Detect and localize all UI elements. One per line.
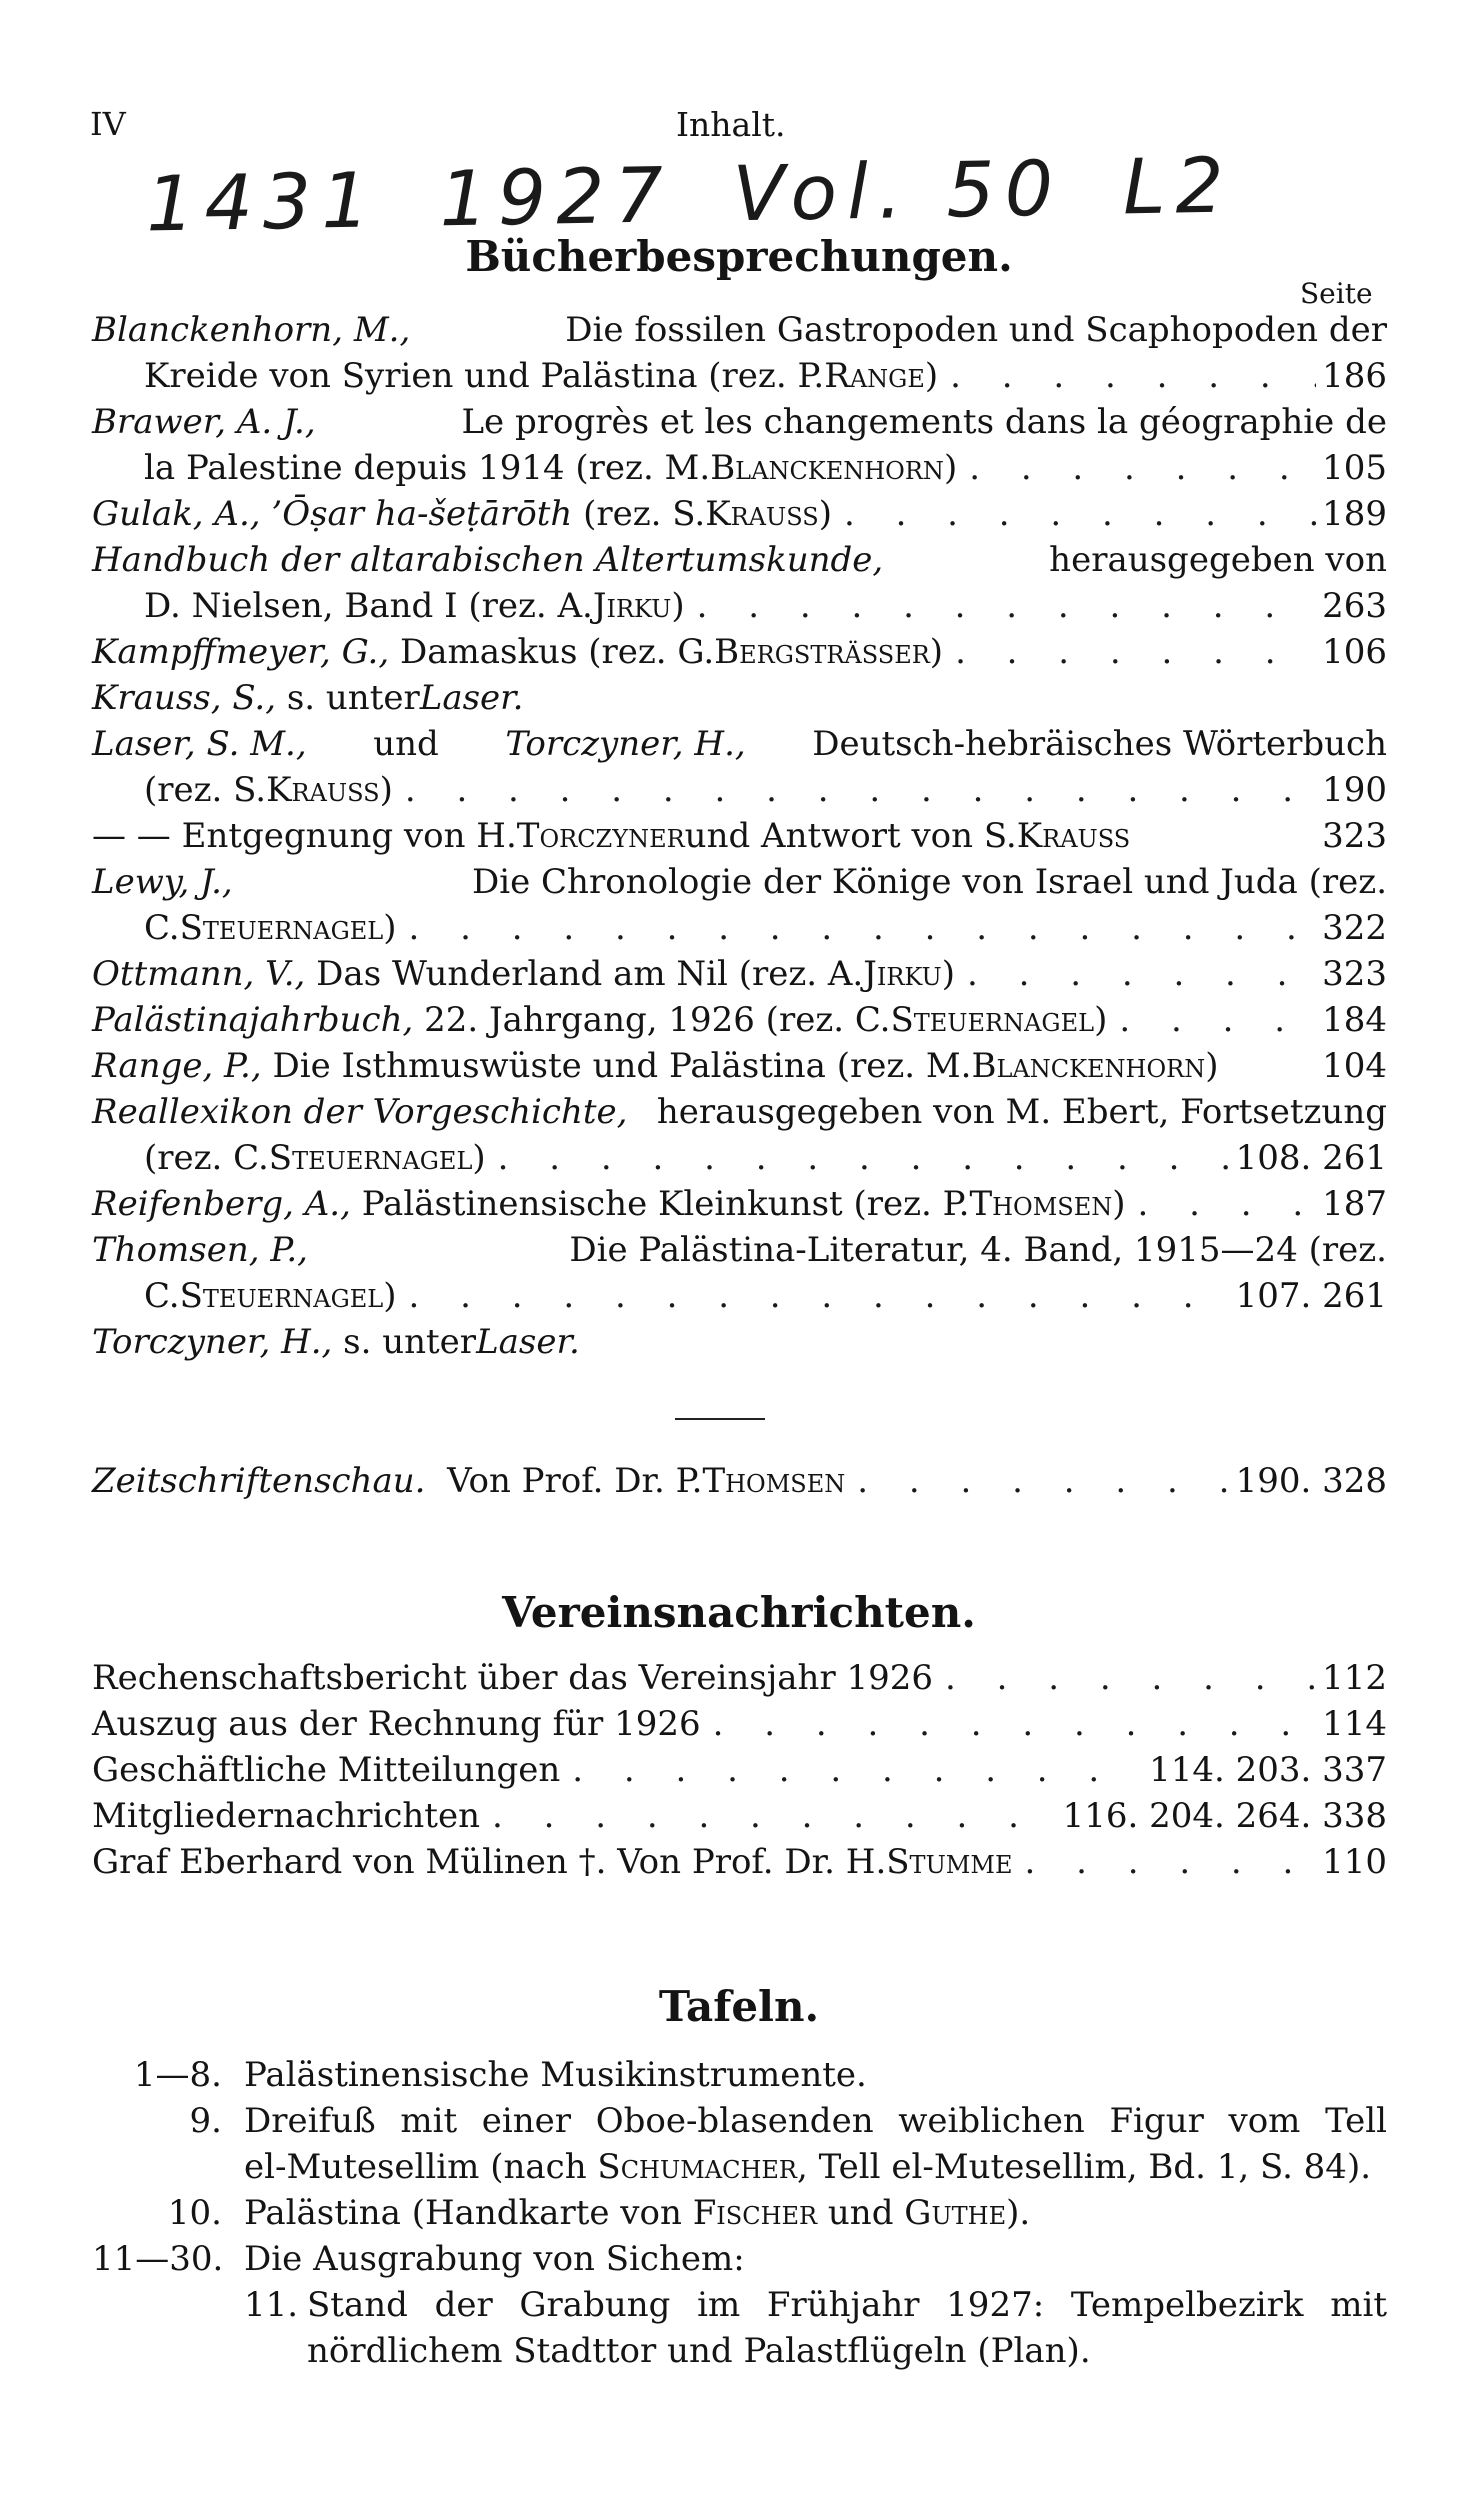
review-text: Die Chronologie der Könige von Israel und Juda (rez.	[471, 862, 1387, 902]
plate-number-spacer	[92, 2144, 244, 2190]
author-name: Schumacher	[597, 2147, 798, 2187]
review-text: Das Wunderland am Nil (rez. A.	[316, 954, 864, 994]
page-number: 108. 261	[1235, 1138, 1387, 1178]
leader-dots	[845, 1458, 1229, 1504]
list-item	[92, 675, 1387, 721]
review-text: (rez. S.	[144, 770, 267, 810]
section-entry-title: Zeitschriftenschau.	[92, 1461, 426, 1501]
list-item	[92, 997, 1387, 1043]
list-item	[92, 629, 1387, 675]
reviewer-name: Krauss	[1016, 816, 1131, 856]
list-item-continuation	[92, 905, 1387, 951]
review-author: Lewy, J.,	[92, 862, 233, 902]
review-text: )	[383, 908, 397, 948]
review-text: )	[1112, 1184, 1126, 1224]
plate-description: Palästinensische Musikinstrumente.	[244, 2055, 867, 2095]
page-title: Inhalt.	[676, 105, 786, 144]
page-number: 114. 203. 337	[1149, 1750, 1387, 1790]
review-author: Handbuch der altarabischen Altertumskunde,	[92, 540, 884, 580]
list-item	[92, 1227, 1387, 1273]
leader-dots	[938, 353, 1316, 399]
plate-number-spacer	[92, 2282, 244, 2328]
review-text: la Palestine depuis 1914 (rez. M.	[144, 448, 711, 488]
tafeln-list	[92, 2052, 1387, 2374]
review-text: (rez. C.	[144, 1138, 269, 1178]
page-column-label: Seite	[1300, 277, 1373, 310]
list-item-continuation	[92, 583, 1387, 629]
list-item	[92, 813, 1387, 859]
reviewer-name: Steuernagel	[268, 1138, 473, 1178]
plate-description: Die Ausgrabung von Sichem:	[244, 2239, 745, 2279]
leader-dots	[832, 491, 1316, 537]
leader-dots	[397, 1273, 1230, 1319]
reviewer-name: Torczyner	[516, 816, 685, 856]
review-author: Kampffmeyer, G.,	[92, 632, 390, 672]
page-number: 114	[1322, 1704, 1387, 1744]
page-number: 107. 261	[1235, 1276, 1387, 1316]
reviewer-name: Steuernagel	[890, 1000, 1095, 1040]
book-reviews-heading: Bücherbesprechungen.	[465, 232, 1013, 281]
reviewer-name: Thomsen	[969, 1184, 1113, 1224]
reviewer-name: Steuernagel	[179, 1276, 384, 1316]
entry-text: Graf Eberhard von Mülinen †. Von Prof. Dr. H.	[92, 1842, 887, 1882]
list-item	[92, 1043, 1387, 1089]
plate-sub-number-spacer	[244, 2328, 307, 2374]
list-item	[92, 491, 1387, 537]
review-author: Brawer, A. J.,	[92, 402, 316, 442]
review-text: s. unter	[286, 678, 420, 718]
plate-number: 10.	[167, 2193, 222, 2233]
page-number: 112	[1322, 1658, 1387, 1698]
list-item	[92, 1089, 1387, 1135]
review-text: C.	[144, 1276, 180, 1316]
vereinsnachrichten-list	[92, 1655, 1387, 1885]
plate-description: nördlichem Stadttor und Palastflügeln (Plan).	[307, 2331, 1091, 2371]
review-author: Torczyner, H.,	[92, 1322, 333, 1362]
list-item	[92, 2236, 1387, 2282]
ditto-dash: — —	[92, 816, 171, 856]
list-item-continuation	[92, 353, 1387, 399]
plate-description: Dreifuß mit einer Oboe-blasenden weiblichen Figur vom Tell	[244, 2101, 1387, 2141]
review-text: Deutsch-hebräisches Wörterbuch	[812, 724, 1387, 764]
list-item-continuation	[92, 1273, 1387, 1319]
page-number: 322	[1322, 908, 1387, 948]
review-text: 22. Jahrgang, 1926 (rez. C.	[424, 1000, 891, 1040]
review-text: C.	[144, 908, 180, 948]
list-item	[92, 951, 1387, 997]
reviewer-name: Krauss	[266, 770, 380, 810]
plate-description-text: el-Mutesellim (nach	[244, 2147, 598, 2187]
review-author: Krauss, S.,	[92, 678, 277, 718]
leader-dots	[933, 1655, 1316, 1701]
reviewer-name: Bergsträsser	[714, 632, 930, 672]
page-number: 110	[1322, 1842, 1387, 1882]
review-author: Ottmann, V.,	[92, 954, 306, 994]
review-text: )	[929, 632, 944, 672]
plate-description	[244, 2144, 1387, 2190]
handwritten-note-part: 1431	[145, 155, 381, 249]
author-name: Stumme	[886, 1842, 1013, 1882]
review-text: )	[924, 356, 939, 396]
leader-dots	[560, 1747, 1143, 1793]
review-text: )	[818, 494, 832, 534]
leader-dots	[393, 767, 1316, 813]
page-number: 106	[1322, 632, 1387, 672]
review-author: Blanckenhorn, M.,	[92, 310, 411, 350]
review-author: Palästinajahrbuch,	[92, 1000, 414, 1040]
list-item-continuation	[92, 2144, 1387, 2190]
review-text: )	[472, 1138, 486, 1178]
list-item	[92, 2052, 1387, 2098]
plate-description-text: ).	[1006, 2193, 1031, 2233]
list-item	[92, 1839, 1387, 1885]
page-number: 116. 204. 264. 338	[1062, 1796, 1387, 1836]
review-text: und Antwort von S.	[684, 816, 1017, 856]
page-number: 323	[1322, 816, 1387, 856]
reviewer-name: Range	[824, 356, 925, 396]
review-text: Damaskus (rez. G.	[399, 632, 715, 672]
entry-text: Mitgliedernachrichten	[92, 1796, 480, 1836]
plate-description: Stand der Grabung im Frühjahr 1927: Tempelbezirk mit	[307, 2285, 1387, 2325]
review-text: herausgegeben von	[1049, 540, 1387, 580]
cross-reference: Laser.	[419, 678, 524, 718]
list-item	[92, 1747, 1387, 1793]
leader-dots	[397, 905, 1317, 951]
page-number: 190	[1322, 770, 1387, 810]
reviewer-name: Thomsen	[702, 1461, 846, 1501]
list-item	[92, 859, 1387, 905]
review-text: )	[383, 1276, 397, 1316]
review-text: (rez. S.	[583, 494, 706, 534]
review-text: s. unter	[343, 1322, 477, 1362]
leader-dots	[943, 629, 1316, 675]
list-item-continuation	[92, 2328, 1387, 2374]
review-author: Gulak, A., ’Ōṣar ha-šeṭārōth	[92, 494, 573, 534]
plate-sub-number: 11.	[244, 2285, 299, 2325]
leader-dots	[957, 445, 1316, 491]
tafeln-heading: Tafeln.	[658, 1982, 820, 2031]
list-item	[92, 537, 1387, 583]
list-item	[92, 1181, 1387, 1227]
review-text: Von Prof. Dr. P.	[447, 1461, 703, 1501]
review-author: Torczyner, H.,	[505, 724, 746, 764]
entry-text: Rechenschaftsbericht über das Vereinsjahr 1926	[92, 1658, 934, 1698]
leader-dots	[685, 583, 1316, 629]
review-author: Reallexikon der Vorgeschichte,	[92, 1092, 628, 1132]
list-item-continuation	[92, 445, 1387, 491]
list-item	[92, 2282, 1387, 2328]
cross-reference: Laser.	[476, 1322, 580, 1362]
review-text: herausgegeben von M. Ebert, Fortsetzung	[656, 1092, 1387, 1132]
page-number: 187	[1322, 1184, 1387, 1224]
page-number: 190. 328	[1235, 1461, 1387, 1501]
review-text: Die Isthmuswüste und Palästina (rez. M.	[272, 1046, 972, 1086]
review-text: )	[943, 448, 958, 488]
plate-description-text: und	[817, 2193, 905, 2233]
list-item	[92, 1701, 1387, 1747]
reviewer-name: Blanckenhorn	[710, 448, 944, 488]
review-text: Die Palästina-Literatur, 4. Band, 1915—24 (rez.	[569, 1230, 1387, 1270]
review-text: )	[379, 770, 393, 810]
plate-number-spacer	[92, 2328, 244, 2374]
reviewer-name: Jirku	[592, 586, 672, 626]
entry-text: Geschäftliche Mitteilungen	[92, 1750, 561, 1790]
list-item	[92, 1319, 1387, 1365]
leader-dots	[486, 1135, 1230, 1181]
entry-text: Auszug aus der Rechnung für 1926	[92, 1704, 701, 1744]
list-item-continuation	[92, 767, 1387, 813]
review-text: Le progrès et les changements dans la géographie de	[461, 402, 1387, 442]
list-item	[92, 399, 1387, 445]
list-item-continuation	[92, 1135, 1387, 1181]
handwritten-note-part: L2	[1122, 140, 1235, 232]
page-number: 189	[1322, 494, 1387, 534]
review-text: Entgegnung von H.	[181, 816, 517, 856]
leader-dots	[701, 1701, 1316, 1747]
author-name: Guthe	[904, 2193, 1007, 2233]
review-text: und	[373, 724, 439, 764]
plate-description-text: , Tell el-Mutesellim, Bd. 1, S. 84).	[797, 2147, 1372, 2187]
plate-number: 9.	[189, 2101, 222, 2141]
list-item	[92, 2098, 1387, 2144]
review-author: Laser, S. M.,	[92, 724, 307, 764]
list-item	[92, 307, 1387, 353]
leader-dots	[1107, 997, 1316, 1043]
list-item	[92, 721, 1387, 767]
plate-description-text: Palästina (Handkarte von	[244, 2193, 693, 2233]
vereinsnachrichten-heading: Vereinsnachrichten.	[502, 1588, 976, 1637]
page-number: 184	[1322, 1000, 1387, 1040]
reviewer-name: Blanckenhorn	[971, 1046, 1206, 1086]
page-label: IV	[90, 105, 126, 143]
list-item	[92, 2190, 1387, 2236]
review-author: Reifenberg, A.,	[92, 1184, 351, 1224]
leader-dots	[480, 1793, 1057, 1839]
review-text: D. Nielsen, Band I (rez. A.	[144, 586, 593, 626]
reviewer-name: Steuernagel	[179, 908, 384, 948]
review-text: Die fossilen Gastropoden und Scaphopoden der	[565, 310, 1387, 350]
page-number: 104	[1322, 1046, 1387, 1086]
plate-number: 1—8.	[133, 2055, 222, 2095]
review-text: )	[671, 586, 685, 626]
list-item	[92, 1793, 1387, 1839]
list-item	[92, 1458, 1387, 1504]
page-number: 323	[1322, 954, 1387, 994]
review-text: )	[941, 954, 955, 994]
page-number: 105	[1322, 448, 1387, 488]
leader-dots	[1126, 1181, 1317, 1227]
handwritten-note-part: Vol. 50	[732, 143, 1064, 239]
reviewer-name: Jirku	[863, 954, 942, 994]
review-author: Thomsen, P.,	[92, 1230, 308, 1270]
list-item	[92, 1655, 1387, 1701]
author-name: Fischer	[692, 2193, 818, 2233]
plate-number: 11—30.	[92, 2239, 224, 2279]
zeitschriftenschau	[92, 1458, 1387, 1504]
leader-dots	[955, 951, 1316, 997]
section-divider	[675, 1418, 765, 1420]
review-text: Kreide von Syrien und Palästina (rez. P.	[144, 356, 825, 396]
handwritten-note-part: 1927	[438, 150, 674, 244]
review-text: Palästinensische Kleinkunst (rez. P.	[361, 1184, 970, 1224]
plate-description	[244, 2190, 1387, 2236]
review-text: )	[1205, 1046, 1219, 1086]
page-number: 186	[1322, 356, 1387, 396]
book-review-list	[92, 307, 1387, 1365]
review-author: Range, P.,	[92, 1046, 262, 1086]
review-text: )	[1094, 1000, 1108, 1040]
leader-dots	[1012, 1839, 1316, 1885]
reviewer-name: Krauss	[705, 494, 819, 534]
page-number: 263	[1322, 586, 1387, 626]
